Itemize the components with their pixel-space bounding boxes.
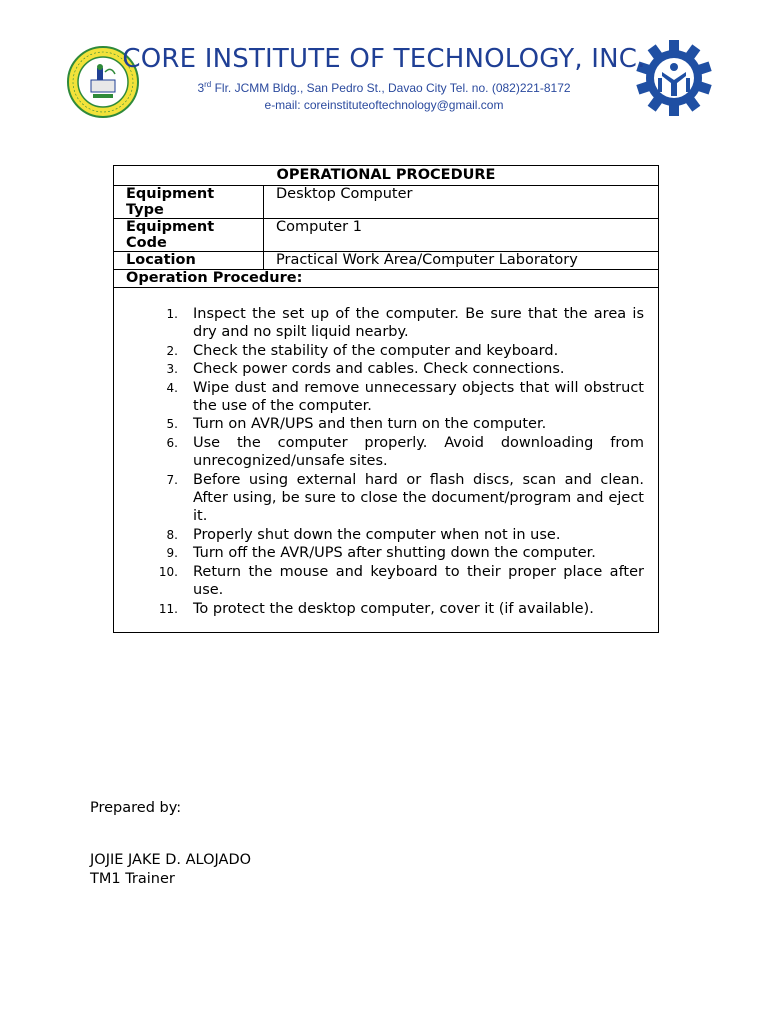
- address-floor-suffix: rd: [204, 80, 212, 89]
- procedure-steps-list: [114, 288, 658, 632]
- step-number: 8.: [166, 527, 178, 542]
- row-value: Desktop Computer: [264, 186, 659, 219]
- table-row: [114, 186, 659, 219]
- row-value: Computer 1: [264, 219, 659, 252]
- address-details: Flr. JCMM Bldg., San Pedro St., Davao City Tel. no. (082)221-8172: [211, 81, 571, 95]
- step-number: 1.: [166, 307, 178, 321]
- institution-address: [0, 80, 768, 95]
- row-value: Practical Work Area/Computer Laboratory: [264, 252, 659, 270]
- step-number: 11.: [158, 601, 178, 616]
- row-label: Equipment Type: [114, 186, 264, 219]
- signer-role: TM1 Trainer: [90, 871, 175, 887]
- table-row: [114, 252, 659, 270]
- list-item: [114, 471, 644, 526]
- list-item: [114, 342, 644, 360]
- list-item: [114, 563, 644, 600]
- list-item: [114, 305, 644, 342]
- step-number: 5.: [166, 417, 178, 432]
- list-item: [114, 544, 644, 562]
- step-text: To protect the desktop computer, cover it (if available).: [193, 600, 594, 617]
- step-text: Properly shut down the computer when not in use.: [193, 526, 561, 543]
- procedure-heading: Operation Procedure:: [114, 270, 659, 288]
- step-text: Use the computer properly. Avoid downloading from unrecognized/unsafe sites.: [193, 434, 644, 470]
- step-text: Inspect the set up of the computer. Be sure that the area is dry and no spilt liquid nearby.: [193, 306, 644, 341]
- list-item: [114, 434, 644, 471]
- operational-procedure-table: [113, 165, 659, 633]
- step-number: 6.: [166, 435, 178, 450]
- table-title: OPERATIONAL PROCEDURE: [114, 166, 659, 186]
- step-text: Turn on AVR/UPS and then turn on the computer.: [193, 416, 547, 433]
- step-number: 10.: [158, 564, 178, 579]
- row-label: Location: [114, 252, 264, 270]
- institution-name: CORE INSTITUTE OF TECHNOLOGY, INC.: [122, 44, 646, 74]
- step-number: 3.: [166, 362, 178, 377]
- signer-name: JOJIE JAKE D. ALOJADO: [90, 852, 252, 868]
- list-item: [114, 600, 644, 618]
- step-text: Return the mouse and keyboard to their proper place after use.: [193, 563, 644, 599]
- step-text: Check power cords and cables. Check connections.: [193, 361, 565, 378]
- prepared-by-label: Prepared by:: [90, 800, 182, 816]
- step-text: Wipe dust and remove unnecessary objects that will obstruct the use of the computer.: [193, 379, 644, 415]
- table-row: [114, 219, 659, 252]
- list-item: [114, 379, 644, 416]
- procedure-body: [114, 288, 659, 633]
- step-number: 2.: [166, 343, 178, 358]
- step-text: Check the stability of the computer and keyboard.: [193, 342, 559, 359]
- step-text: Turn off the AVR/UPS after shutting down the computer.: [193, 545, 596, 562]
- row-label: Equipment Code: [114, 219, 264, 252]
- step-number: 7.: [166, 472, 178, 487]
- list-item: [114, 526, 644, 544]
- step-number: 4.: [166, 380, 178, 395]
- step-text: Before using external hard or flash discs, scan and clean. After using, be sure to close the document/program and eject it.: [193, 471, 644, 525]
- step-number: 9.: [166, 546, 178, 561]
- list-item: [114, 415, 644, 433]
- list-item: [114, 360, 644, 378]
- institution-email: e-mail: coreinstituteoftechnology@gmail.com: [264, 98, 504, 112]
- address-floor-number: 3: [197, 81, 205, 95]
